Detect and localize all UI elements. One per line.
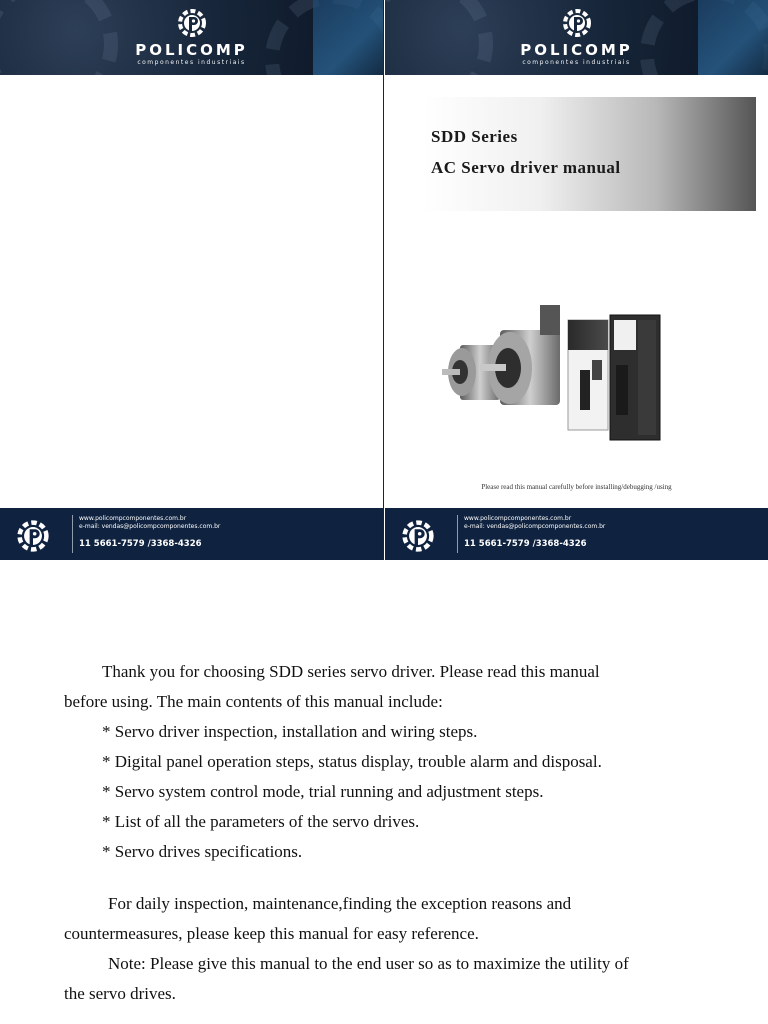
gear-p-logo-icon: [399, 517, 437, 555]
footer-email: e-mail: vendas@policompcomponentes.com.br: [464, 523, 606, 530]
gear-p-logo-icon: [560, 6, 594, 40]
left-page: [0, 0, 384, 560]
intro-paragraph-line: Thank you for choosing SDD series servo driver. Please read this manual: [102, 662, 600, 681]
brand-block: [385, 6, 768, 66]
footer-phone: 11 5661-7579 /3368-4326: [464, 539, 587, 549]
footer-divider: [72, 515, 73, 553]
page-footer: [385, 508, 768, 560]
cover-note: Please read this manual carefully before installing/debugging /using: [481, 483, 672, 491]
footer-website: www.policompcomponentes.com.br: [79, 515, 187, 522]
bullet-item: * Servo driver inspection, installation and wiring steps.: [102, 722, 478, 741]
gear-p-logo-icon: [14, 517, 52, 555]
bullet-item: * Digital panel operation steps, status display, trouble alarm and disposal.: [102, 752, 602, 771]
footer-phone: 11 5661-7579 /3368-4326: [79, 539, 202, 549]
footer-divider: [457, 515, 458, 553]
bullet-item: * List of all the parameters of the servo drives.: [102, 812, 420, 831]
footer-email: e-mail: vendas@policompcomponentes.com.br: [79, 523, 221, 530]
intro-text: [64, 657, 704, 1009]
footer-website: www.policompcomponentes.com.br: [464, 515, 572, 522]
cover-title-series: SDD Series: [431, 127, 518, 146]
brand-name: POLICOMP: [520, 41, 633, 59]
note-paragraph-line: Note: Please give this manual to the end user so as to maximize the utility of: [108, 954, 629, 973]
right-page: [385, 0, 768, 560]
maintenance-paragraph-line: countermeasures, please keep this manual for easy reference.: [64, 924, 479, 943]
intro-paragraph-line: before using. The main contents of this manual include:: [64, 692, 443, 711]
gear-p-logo-icon: [175, 6, 209, 40]
brand-tagline: componentes industriais: [522, 59, 631, 66]
brand-tagline: componentes industriais: [137, 59, 246, 66]
bullet-item: * Servo system control mode, trial running and adjustment steps.: [102, 782, 544, 801]
note-paragraph-line: the servo drives.: [64, 984, 176, 1003]
brand-block: [0, 6, 383, 66]
brand-name: POLICOMP: [135, 41, 248, 59]
page-header: [0, 0, 383, 75]
servo-product-image: [440, 290, 710, 455]
page-footer: [0, 508, 383, 560]
maintenance-paragraph-line: For daily inspection, maintenance,finding the exception reasons and: [108, 894, 572, 913]
cover-title-manual: AC Servo driver manual: [431, 158, 621, 177]
bullet-item: * Servo drives specifications.: [102, 842, 303, 861]
page-header: [385, 0, 768, 75]
cover-title-band: [423, 97, 756, 211]
